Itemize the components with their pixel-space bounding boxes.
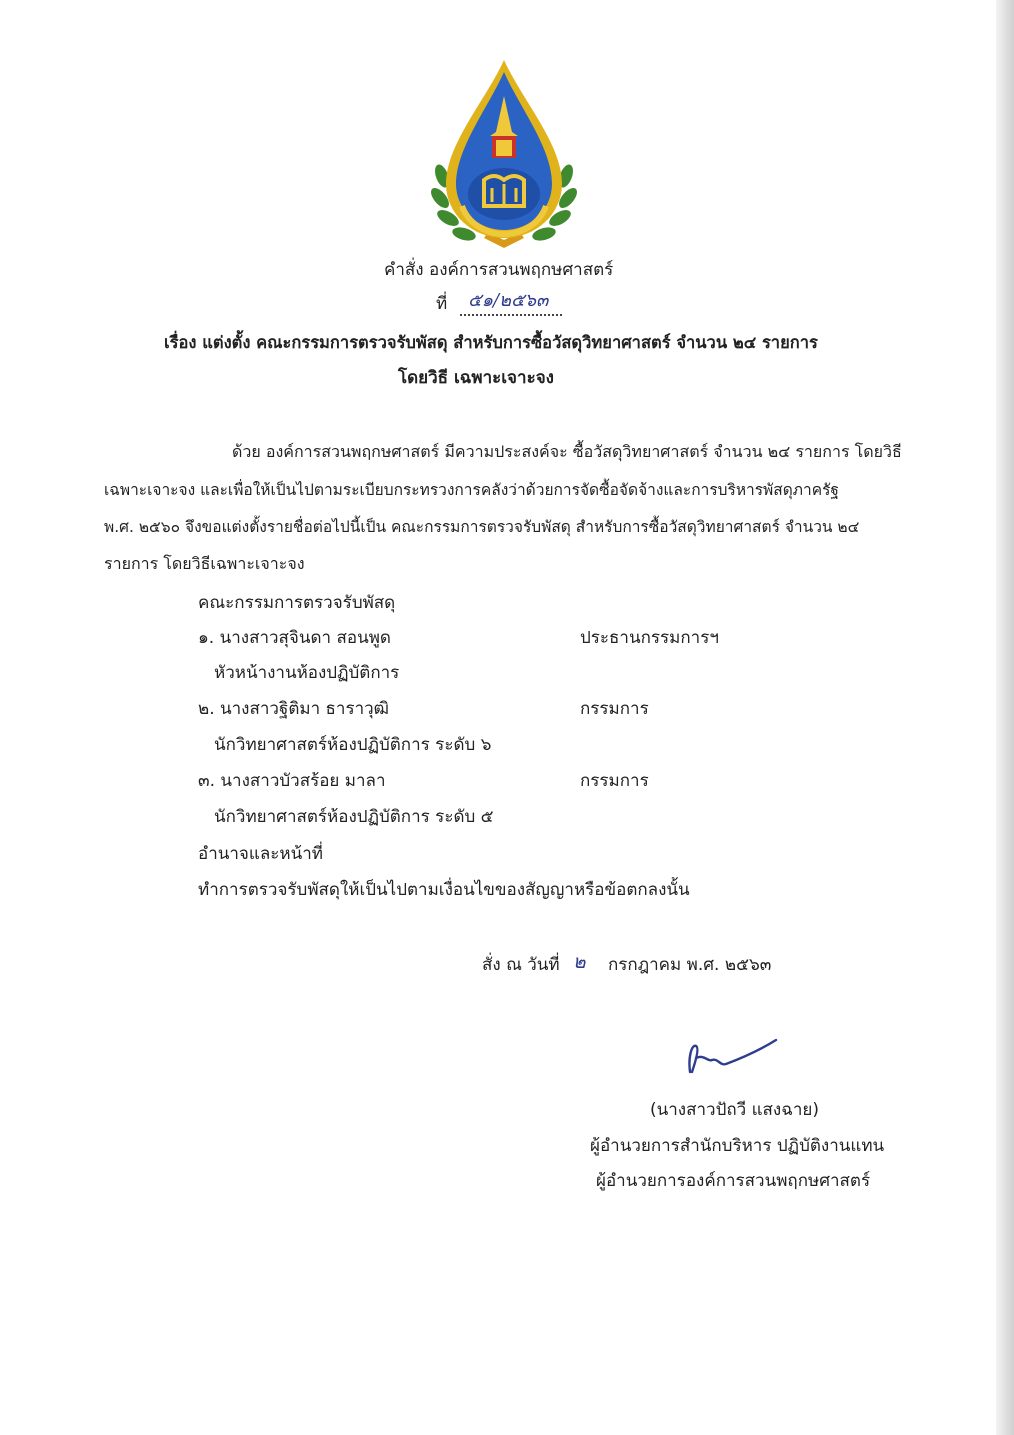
botanical-garden-emblem-logo (426, 56, 582, 252)
duty-heading: อำนาจและหน้าที่ (198, 844, 323, 864)
body-paragraph-line-2: เฉพาะเจาะจง และเพื่อให้เป็นไปตามระเบียบกระทรวงการคลังว่าด้วยการจัดซื้อจัดจ้างและการบริหารพัสดุภาครัฐ (104, 481, 839, 499)
order-date-day-handwritten: ๒ (573, 951, 586, 973)
member-2-name: ๒. นางสาวฐิติมา ธาราวุฒิ (198, 699, 390, 719)
order-subject: เรื่อง แต่งตั้ง คณะกรรมการตรวจรับพัสดุ สำหรับการซื้อวัสดุวิทยาศาสตร์ จำนวน ๒๔ รายการ (164, 333, 818, 352)
order-subject-method: โดยวิธี เฉพาะเจาะจง (398, 368, 554, 388)
order-title: คำสั่ง องค์การสวนพฤกษศาสตร์ (384, 260, 614, 280)
member-1-role: ประธานกรรมการฯ (580, 628, 719, 648)
member-3-name: ๓. นางสาวบัวสร้อย มาลา (198, 771, 386, 791)
order-number-field (460, 292, 562, 316)
order-number-handwritten: ๕๑/๒๕๖๓ (468, 290, 549, 311)
duty-text: ทำการตรวจรับพัสดุให้เป็นไปตามเงื่อนไขของสัญญาหรือข้อตกลงนั้น (198, 880, 690, 900)
member-1-name: ๑. นางสาวสุจินดา สอนพูด (198, 628, 391, 648)
order-date-prefix: สั่ง ณ วันที่ (482, 955, 560, 975)
member-2-position: นักวิทยาศาสตร์ห้องปฏิบัติการ ระดับ ๖ (214, 735, 492, 755)
body-paragraph-line-4: รายการ โดยวิธีเฉพาะเจาะจง (104, 554, 305, 573)
handwritten-signature (682, 1036, 782, 1080)
committee-heading: คณะกรรมการตรวจรับพัสดุ (198, 593, 396, 613)
signer-name: (นางสาวปัถวี แสงฉาย) (650, 1100, 819, 1120)
body-paragraph-line-1: ด้วย องค์การสวนพฤกษศาสตร์ มีความประสงค์จะ ซื้อวัสดุวิทยาศาสตร์ จำนวน ๒๔ รายการ โดยวิธี (232, 442, 902, 461)
signer-title-line-1: ผู้อำนวยการสำนักบริหาร ปฏิบัติงานแทน (590, 1136, 885, 1156)
order-number-label: ที่ (436, 294, 448, 314)
member-3-role: กรรมการ (580, 771, 649, 791)
order-date-month-year: กรกฎาคม พ.ศ. ๒๕๖๓ (608, 955, 772, 975)
page-edge-shadow (996, 0, 1014, 1435)
signer-title-line-2: ผู้อำนวยการองค์การสวนพฤกษศาสตร์ (596, 1171, 871, 1191)
member-3-position: นักวิทยาศาสตร์ห้องปฏิบัติการ ระดับ ๕ (214, 807, 494, 827)
body-paragraph-line-3: พ.ศ. ๒๕๖๐ จึงขอแต่งตั้งรายชื่อต่อไปนี้เป็น คณะกรรมการตรวจรับพัสดุ สำหรับการซื้อวัสดุวิทยาศาสตร์ จำนวน ๒๔ (104, 518, 860, 536)
member-1-position: หัวหน้างานห้องปฏิบัติการ (214, 663, 400, 683)
member-2-role: กรรมการ (580, 699, 649, 719)
